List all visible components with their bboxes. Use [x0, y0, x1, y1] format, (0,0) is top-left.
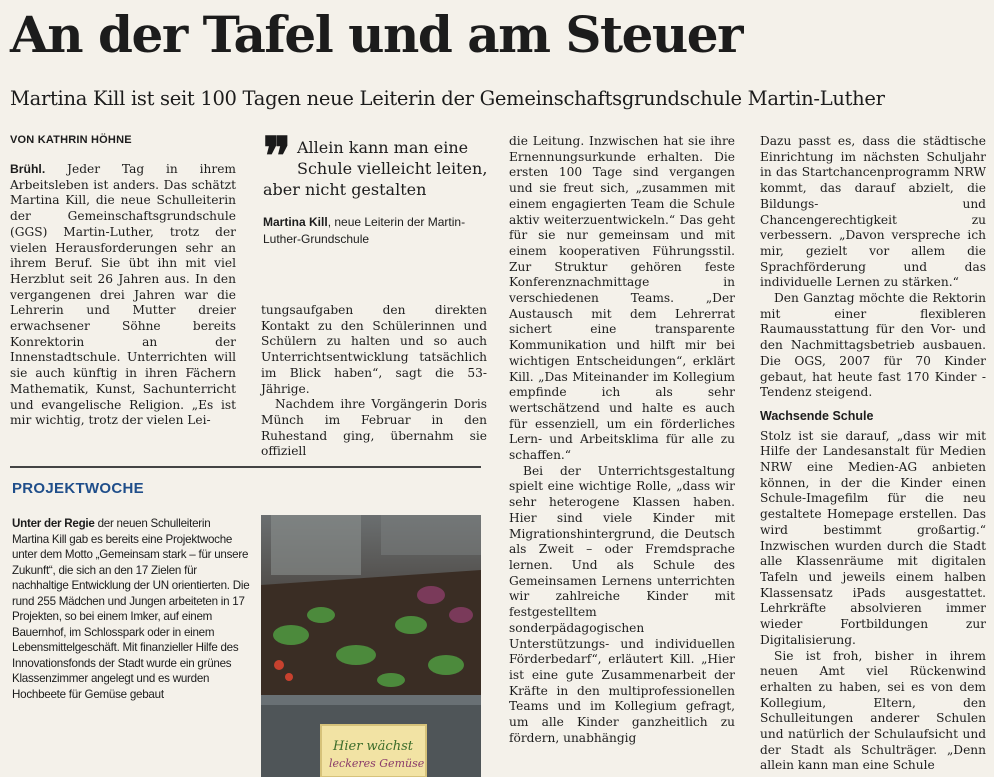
pull-quote-text: Allein kann man eine Schule vielleicht leiten, aber nicht gestalten	[263, 138, 488, 199]
garden-bed-photo	[261, 515, 481, 777]
raised-bed-illustration	[261, 515, 481, 777]
pull-quote	[263, 126, 491, 248]
article-headline: An der Tafel und am Steuer	[10, 5, 742, 64]
column-4-paragraph-3: Stolz ist sie darauf, „dass wir mit Hilfe der Landesanstalt für Medien NRW eine Medien-AG anbieten können, in der die Kinder einen Schule-Imagefilm für die neu gestaltete Homepage erstellen. Das wird bestimmt großartig.“ Inzwischen wurden durch die Stadt alle Klassenräume mit digitalen Tafeln und jeweils einem halben Klassensatz iPads ausgestattet. Lehrkräfte absolvieren immer wieder Fortbildungen zur Digitalisierung.	[760, 428, 986, 647]
info-box-title: PROJEKTWOCHE	[12, 480, 144, 497]
byline: VON KATHRIN HÖHNE	[10, 134, 132, 146]
column-1-text: Jeder Tag in ihrem Arbeitsleben ist anders. Das schätzt Martina Kill, die neue Schulleiterin der Gemeinschaftsgrundschule (GGS) Martin-Luther, trotz der vielen Herausforderungen sehr an ihrem Beruf. Sie übt ihn mit viel Herzblut seit 26 Jahren aus. In den vergangenen drei Jahren war die Lehrerin und Mutter dreier erwachsener Söhne bereits Konrektorin an der Innenstadtschule. Unterrichten will sie auch künftig in ihren Fächern Mathematik, Kunst, Sachunterricht und evangelische Religion. „Es ist mir wichtig, trotz der vielen Lei-	[10, 162, 236, 428]
info-box-lead: Unter der Regie	[12, 517, 95, 530]
info-box-body: der neuen Schulleiterin Martina Kill gab es bereits eine Projektwoche unter dem Motto „Gemeinsam stark – für unsere Zukunft“, die sich an den 17 Zielen für nachhaltige Entwicklung der UN orientierten. Die rund 255 Mädchen und Jungen arbeiteten in 17 Projekten, so bei einem Imker, auf einem Bauernhof, im Schlosspark oder in einem Lebensmittelgeschäft. Mit finanzieller Hilfe des Innovationsfonds der Stadt wurde ein grünes Klassenzimmer angelegt und es wurden Hochbeete für Gemüse gebaut	[12, 517, 250, 701]
article-subheadline: Martina Kill ist seit 100 Tagen neue Leiterin der Gemeinschaftsgrundschule Martin-Luther	[10, 87, 885, 110]
column-4-paragraph-4: Sie ist froh, bisher in ihrem neuen Amt viel Rückenwind erhalten zu haben, sei es von dem Kollegium, Eltern, den Schulleitungen anderer Schulen und natürlich der Schulaufsicht und der Stadt als Schulträger. „Denn allein kann man eine Schule	[760, 648, 986, 773]
column-3-paragraph-2: Bei der Unterrichtsgestaltung spielt eine wichtige Rolle, „dass wir sehr heterogene Klassen haben. Hier sind viele Kinder mit Migrationshintergrund, die Deutsch als Zweit – oder Fremdsprache lernen. Und als Schule des Gemeinsamen Lernens unterrichten wir zahlreiche Kinder mit festgestelltem sonderpädagogischen Unterstützungs- und individuellen Förderbedarf“, erläutert Kill. „Hier ist eine gute Zusammenarbeit der Kräfte in den multiprofessionellen Teams und im Kollegium gefragt, um alle Kinder ganzheitlich zu fördern, unabhängig	[509, 463, 735, 745]
sign-line-2: leckeres Gemüse	[329, 757, 425, 770]
pull-quote-attribution	[263, 214, 491, 248]
box-divider	[10, 466, 481, 468]
info-box-text	[12, 516, 250, 702]
column-4-paragraph-1: Dazu passt es, dass die städtische Einrichtung im nächsten Schuljahr in das Startchancenprogramm NRW kommt, das darauf abzielt, die Bildungs- und Chancengerechtigkeit zu verbessern. „Davon verspreche ich mir, gezielt vor allem die Sprachförderung und das individuelle Lernen zu stärken.“	[760, 134, 986, 290]
column-2-paragraph-2: Nachdem ihre Vorgängerin Doris Münch im Februar in den Ruhestand ging, übernahm sie offiziell	[261, 397, 487, 459]
column-1-paragraph	[10, 162, 236, 429]
dateline: Brühl.	[10, 162, 46, 176]
column-3-paragraph-1: die Leitung. Inzwischen hat sie ihre Ernennungsurkunde erhalten. Die ersten 100 Tage sind vergangen und sie freut sich, „zusammen mit einem engagierten Team die Schule aktiv weiterzuentwickeln.“ Das geht für sie nur gemeinsam und mit einem kooperativen Führungsstil. Zur Struktur gehören feste Konferenznachmittage in verschiedenen Teams. „Der Austausch mit dem Lehrerrat sichert eine transparente Kommunikation und hilft mir bei wichtigen Entscheidungen“, erklärt Kill. „Das Miteinander im Kollegium empfinde ich als sehr wertschätzend und halte es auch für essenziell, um ein förderliches Lern- und Arbeitsklima für alle zu schaffen.“	[509, 134, 735, 463]
column-4-subheading: Wachsende Schule	[760, 408, 874, 423]
article-column-2	[261, 303, 487, 460]
column-4-paragraph-2: Den Ganztag möchte die Rektorin mit einer flexibleren Raumausstattung für den Vor- und den Nachmittagsbetrieb ausbauen. Die OGS, 2007 für 70 Kinder gebaut, hat heute fast 170 Kinder - Tendenz steigend.	[760, 291, 986, 400]
quote-author-role: , neue Leiterin der Martin-Luther-Grundschule	[263, 215, 466, 246]
sign-line-1: Hier wächst	[333, 739, 413, 754]
article-column-4	[760, 134, 986, 774]
quote-mark-icon: ❞	[263, 126, 291, 187]
quote-author: Martina Kill	[263, 215, 328, 229]
column-2-paragraph-1: tungsaufgaben den direkten Kontakt zu den Schülerinnen und Schülern zu halten und so auch Unterrichtsentwicklung tatsächlich im Blick haben“, sagt die 53-Jährige.	[261, 303, 487, 396]
article-column-3	[509, 134, 735, 746]
article-column-1	[10, 162, 236, 429]
